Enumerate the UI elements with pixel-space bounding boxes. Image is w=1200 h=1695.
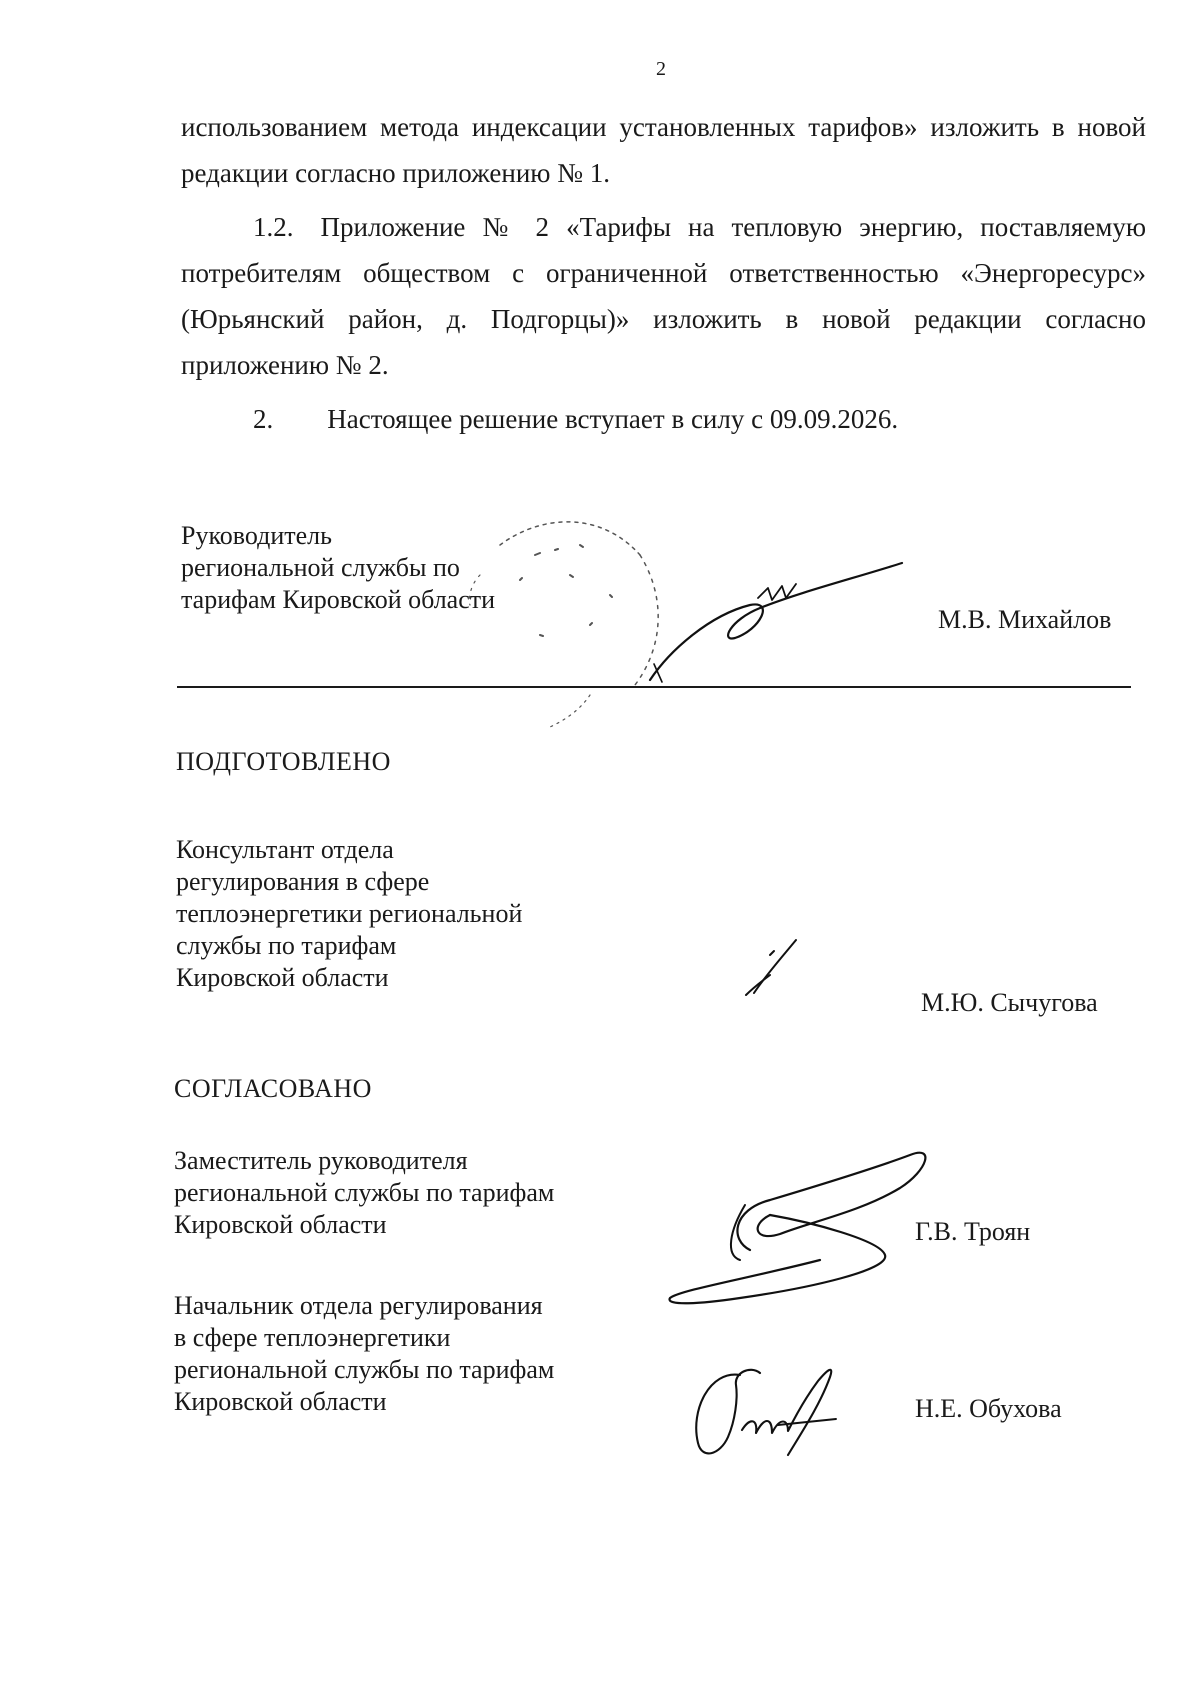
prepared-position: Консультант отдела регулирования в сфере теплоэнергетики региональной службы по тарифам Кировской области xyxy=(176,835,523,992)
prepared-signature-scribble xyxy=(740,935,810,1005)
agreed-signer-1-name: Г.В. Троян xyxy=(915,1217,1031,1246)
page-number: 2 xyxy=(656,58,666,80)
agreed-signer-1-position: Заместитель руководителя региональной службы по тарифам Кировской области xyxy=(174,1146,555,1239)
head-signature-scribble xyxy=(640,560,910,690)
agreed-signer-1-signature-scribble xyxy=(660,1130,930,1310)
stamp-outline xyxy=(440,505,670,735)
agreed-signer-2-signature-scribble xyxy=(680,1355,850,1465)
agreed-heading: СОГЛАСОВАНО xyxy=(174,1074,372,1103)
agreed-signer-2-name: Н.Е. Обухова xyxy=(915,1394,1062,1423)
agreed-signer-2-position: Начальник отдела регулирования в сфере теплоэнергетики региональной службы по тарифам Кировской области xyxy=(174,1291,555,1416)
head-position: Руководитель региональной службы по тарифам Кировской области xyxy=(181,521,496,614)
head-name: М.В. Михайлов xyxy=(938,605,1112,634)
signature-divider xyxy=(177,686,1131,688)
prepared-heading: ПОДГОТОВЛЕНО xyxy=(176,747,391,776)
paragraph-item-2: 2. Настоящее решение вступает в силу с 09.09.2026. xyxy=(253,404,899,434)
prepared-name: М.Ю. Сычугова xyxy=(921,988,1098,1017)
paragraph-item-1-2: 1.2. Приложение № 2 «Тарифы на тепловую энергию, поставляемую потребителям обществом с ограниченной ответственностью «Энергоресурс» (Юрьянский район, д. Подгорцы)» изложить в новой редакции согласно приложению № 2. xyxy=(181,212,1146,380)
paragraph-continuation: использованием метода индексации установленных тарифов» изложить в новой редакции согласно приложению № 1. xyxy=(181,112,1146,188)
